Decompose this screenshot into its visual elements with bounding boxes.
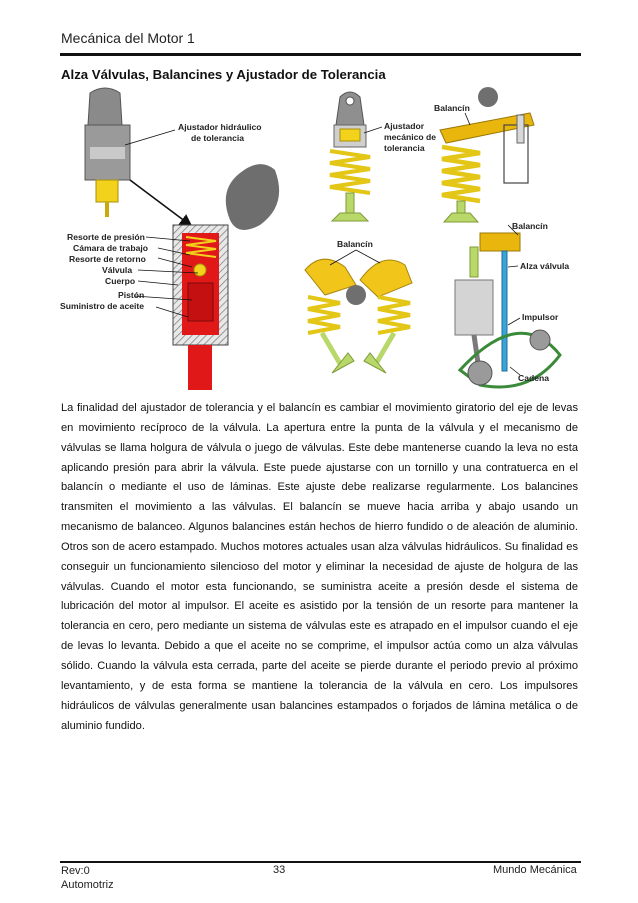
body-line: realizarse regularmente. Los balancines transmiten el movimiento a las válvulas. El balancín se xyxy=(61,481,579,514)
double-rocker-drawing xyxy=(305,250,412,373)
label-oil-supply: Suministro de aceite xyxy=(60,301,145,311)
body-line: cuando la leva no esta aplicando presión para abrir la válvula. Este puede ajustarse con un xyxy=(61,441,578,474)
body-line: tornillo y una contratuerca en el balancín o mediante el uso de láminas. Este ajuste debe xyxy=(61,461,578,494)
footer-revision xyxy=(61,864,114,892)
body-line: válvula esta cerrada, parte del aceite se pierde durante el periodo previo al próximo levantamiento, xyxy=(61,659,578,692)
label-mechanical-adjuster-1: Ajustador xyxy=(384,121,425,131)
section-title: Alza Válvulas, Balancines y Ajustador de Tolerancia xyxy=(61,67,386,82)
label-piston: Pistón xyxy=(118,290,145,300)
label-chain: Cadena xyxy=(518,373,550,383)
body-line: mediante un sistema de válvulas este es atrapado en el impulsor cuando el eje de levas lo levanta. xyxy=(61,620,578,653)
label-valve: Válvula xyxy=(102,265,133,275)
label-rocker-right: Balancín xyxy=(512,221,548,231)
body-line: mueve hacia arriba y abajo usando un mecanismo de balanceo. Algunos balancines están hechos xyxy=(61,501,578,534)
footer-rev-line2: Automotriz xyxy=(61,879,114,891)
body-line: actuales usan alza válvulas hidráulicos. Su finalidad es conseguir un funcionamiento silencioso del xyxy=(61,540,578,573)
label-mechanical-adjuster-2: mecánico de xyxy=(384,132,437,142)
label-working-chamber: Cámara de trabajo xyxy=(73,243,148,253)
body-line: mecanismo de válvulas se llama holgura de válvula o juego de válvulas. Este debe mantenerse xyxy=(61,421,578,454)
body-line: de hierro fundido o de aleación de aluminio. Otros son de acero estampado. Muchos motores xyxy=(61,521,578,553)
label-body: Cuerpo xyxy=(105,276,136,286)
label-impeller: Impulsor xyxy=(522,312,559,322)
body-line: válvulas generalmente usan balancines estampados o forjados de lámina metálica o de aluminio xyxy=(61,699,578,732)
mechanical-adjuster-drawing xyxy=(330,92,382,221)
footer-divider xyxy=(60,861,581,863)
label-hydraulic-adjuster-1: Ajustador hidráulico xyxy=(178,122,262,132)
body-line: Debido a que el aceite no se comprime, el impulsor actúa como un alza válvulas sólido. Cuando la xyxy=(61,640,578,672)
label-pressure-spring: Resorte de presión xyxy=(67,232,145,242)
label-hydraulic-adjuster-2: de tolerancia xyxy=(191,133,245,143)
page-header-title: Mecánica del Motor 1 xyxy=(61,30,195,46)
label-mechanical-adjuster-3: tolerancia xyxy=(384,143,425,153)
header-divider xyxy=(60,53,581,56)
body-line: motor y eliminar la necesidad de ajuste de holgura de las válvulas. Cuando el motor esta xyxy=(61,560,578,593)
body-line: La finalidad del ajustador de tolerancia y el balancín es cambiar el movimiento giratorio del eje de xyxy=(61,402,549,414)
label-lifter: Alza válvula xyxy=(520,261,570,271)
label-rocker-top: Balancín xyxy=(434,103,470,113)
body-line: funcionando, se suministra aceite a presión desde el sistema de lubricación del motor al impulsor. xyxy=(61,580,578,613)
body-line: levas en movimiento recíproco de la válvula. La apertura entre la punta de la válvula y el xyxy=(61,402,578,434)
body-line: El aceite es asistido por la tensión de un resorte para mantener la tolerancia en cero, pero xyxy=(61,600,578,633)
page-number: 33 xyxy=(273,864,286,876)
footer-rev-line1: Rev:0 xyxy=(61,865,90,877)
body-paragraph xyxy=(61,399,578,736)
engine-chain-drawing xyxy=(455,225,560,387)
label-return-spring: Resorte de retorno xyxy=(69,254,146,264)
label-rocker-middle: Balancín xyxy=(337,239,373,249)
body-line: y de esta forma se mantiene la tolerancia de la válvula en cero. Los impulsores hidráulicos de xyxy=(61,679,578,712)
body-line: fundido. xyxy=(105,719,145,732)
footer-brand: Mundo Mecánica xyxy=(493,864,577,876)
valve-lifter-illustration xyxy=(60,85,582,390)
